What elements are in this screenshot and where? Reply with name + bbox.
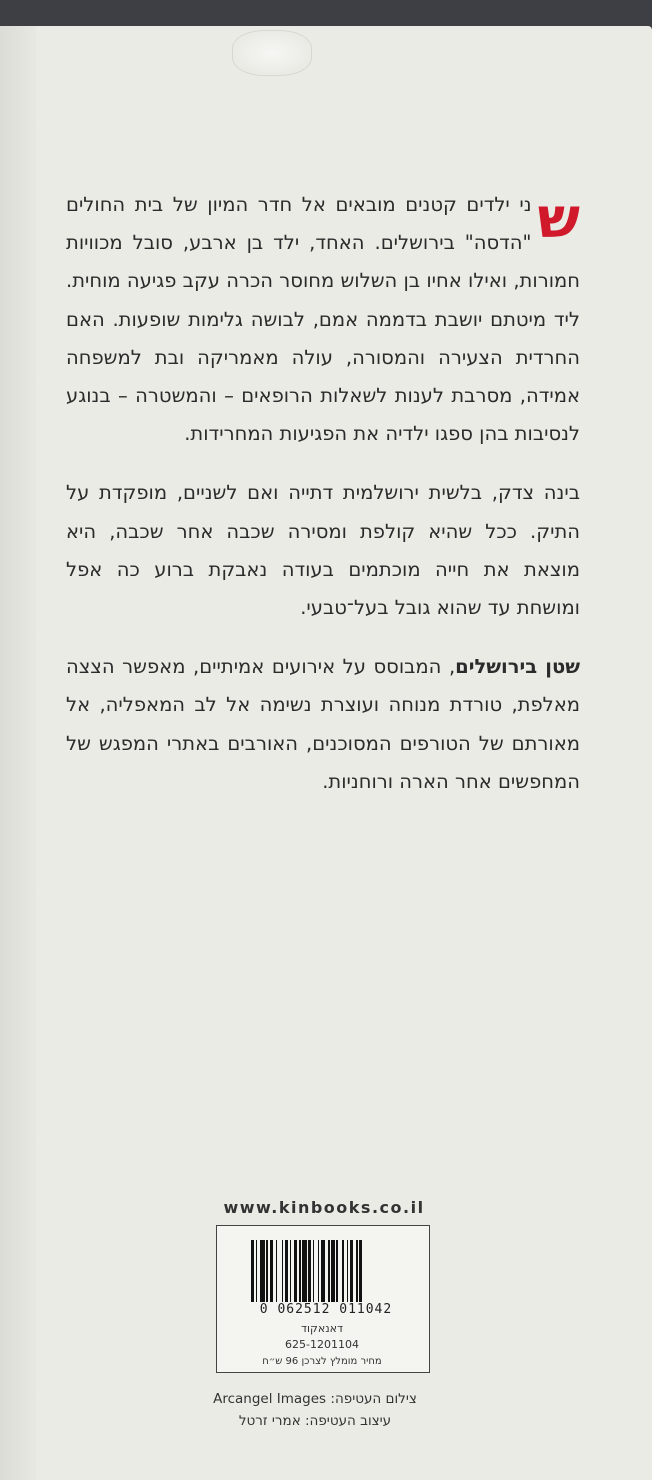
- blurb-text: [66, 186, 580, 822]
- cover-fold: [0, 26, 36, 1480]
- blurb-paragraph-1: [66, 186, 580, 453]
- barcode-stripe: [362, 1240, 364, 1302]
- blurb-paragraph-2: בינה צדק, בלשית ירושלמית דתייה ואם לשניים, מופקדת על התיק. ככל שהיא קולפת ומסירה שכבה אחר שכבה, היא מוצאת את חייה מוכתמים בעודה נאבקת ברוע כה אפל ומושחת עד שהוא גובל בעל־טבעי.: [66, 481, 580, 620]
- paragraph-3-text: , המבוסס על אירועים אמיתיים, מאפשר הצצה מאלפת, טורדת מנוחה ועוצרת נשימה אל לב המאפליה, אל מאורתם של הטורפים המסוכנים, האורבים באתרי המפגש של המחפשים אחר הארה ורוחניות.: [66, 655, 580, 793]
- barcode-box: [216, 1225, 430, 1373]
- cover-photo-credit: צילום העטיפה: Arcangel Images: [213, 1391, 417, 1407]
- publisher-website: www.kinbooks.co.il: [223, 1198, 425, 1217]
- barcode-digits: 0 062512 011042: [259, 1302, 393, 1317]
- drop-cap: ש: [537, 186, 580, 251]
- cover-design-credit: עיצוב העטיפה: אמרי זרטל: [238, 1413, 392, 1429]
- barcode-bars: [251, 1240, 407, 1302]
- danacode-label: דאנאקוד: [301, 1322, 343, 1335]
- paragraph-1-text: ני ילדים קטנים מובאים אל חדר המיון של בית החולים "הדסה" בירושלים. האחד, ילד בן ארבע, סובל מכוויות חמורות, ואילו אחיו בן השלוש מחוסר הכרה עקב פגיעה מוחית. ליד מיטתם יושבת בדממה אמם, לבושה גלימות שופעות. האם החרדית הצעירה והמסורה, עולה מאמריקה ובת למשפחה אמידה, מסרבת לענות לשאלות הרופאים – והמשטרה – בנוגע לנסיבות בהן ספגו ילדיה את הפגיעות המחרידות.: [66, 193, 580, 446]
- sticker-residue: [232, 30, 312, 76]
- blurb-paragraph-3: [66, 648, 580, 801]
- danacode-number: 625-1201104: [285, 1338, 359, 1351]
- price-note: מחיר מומלץ לצרכן 96 ש״ח: [262, 1356, 382, 1367]
- book-title-inline: שטן בירושלים: [455, 655, 580, 679]
